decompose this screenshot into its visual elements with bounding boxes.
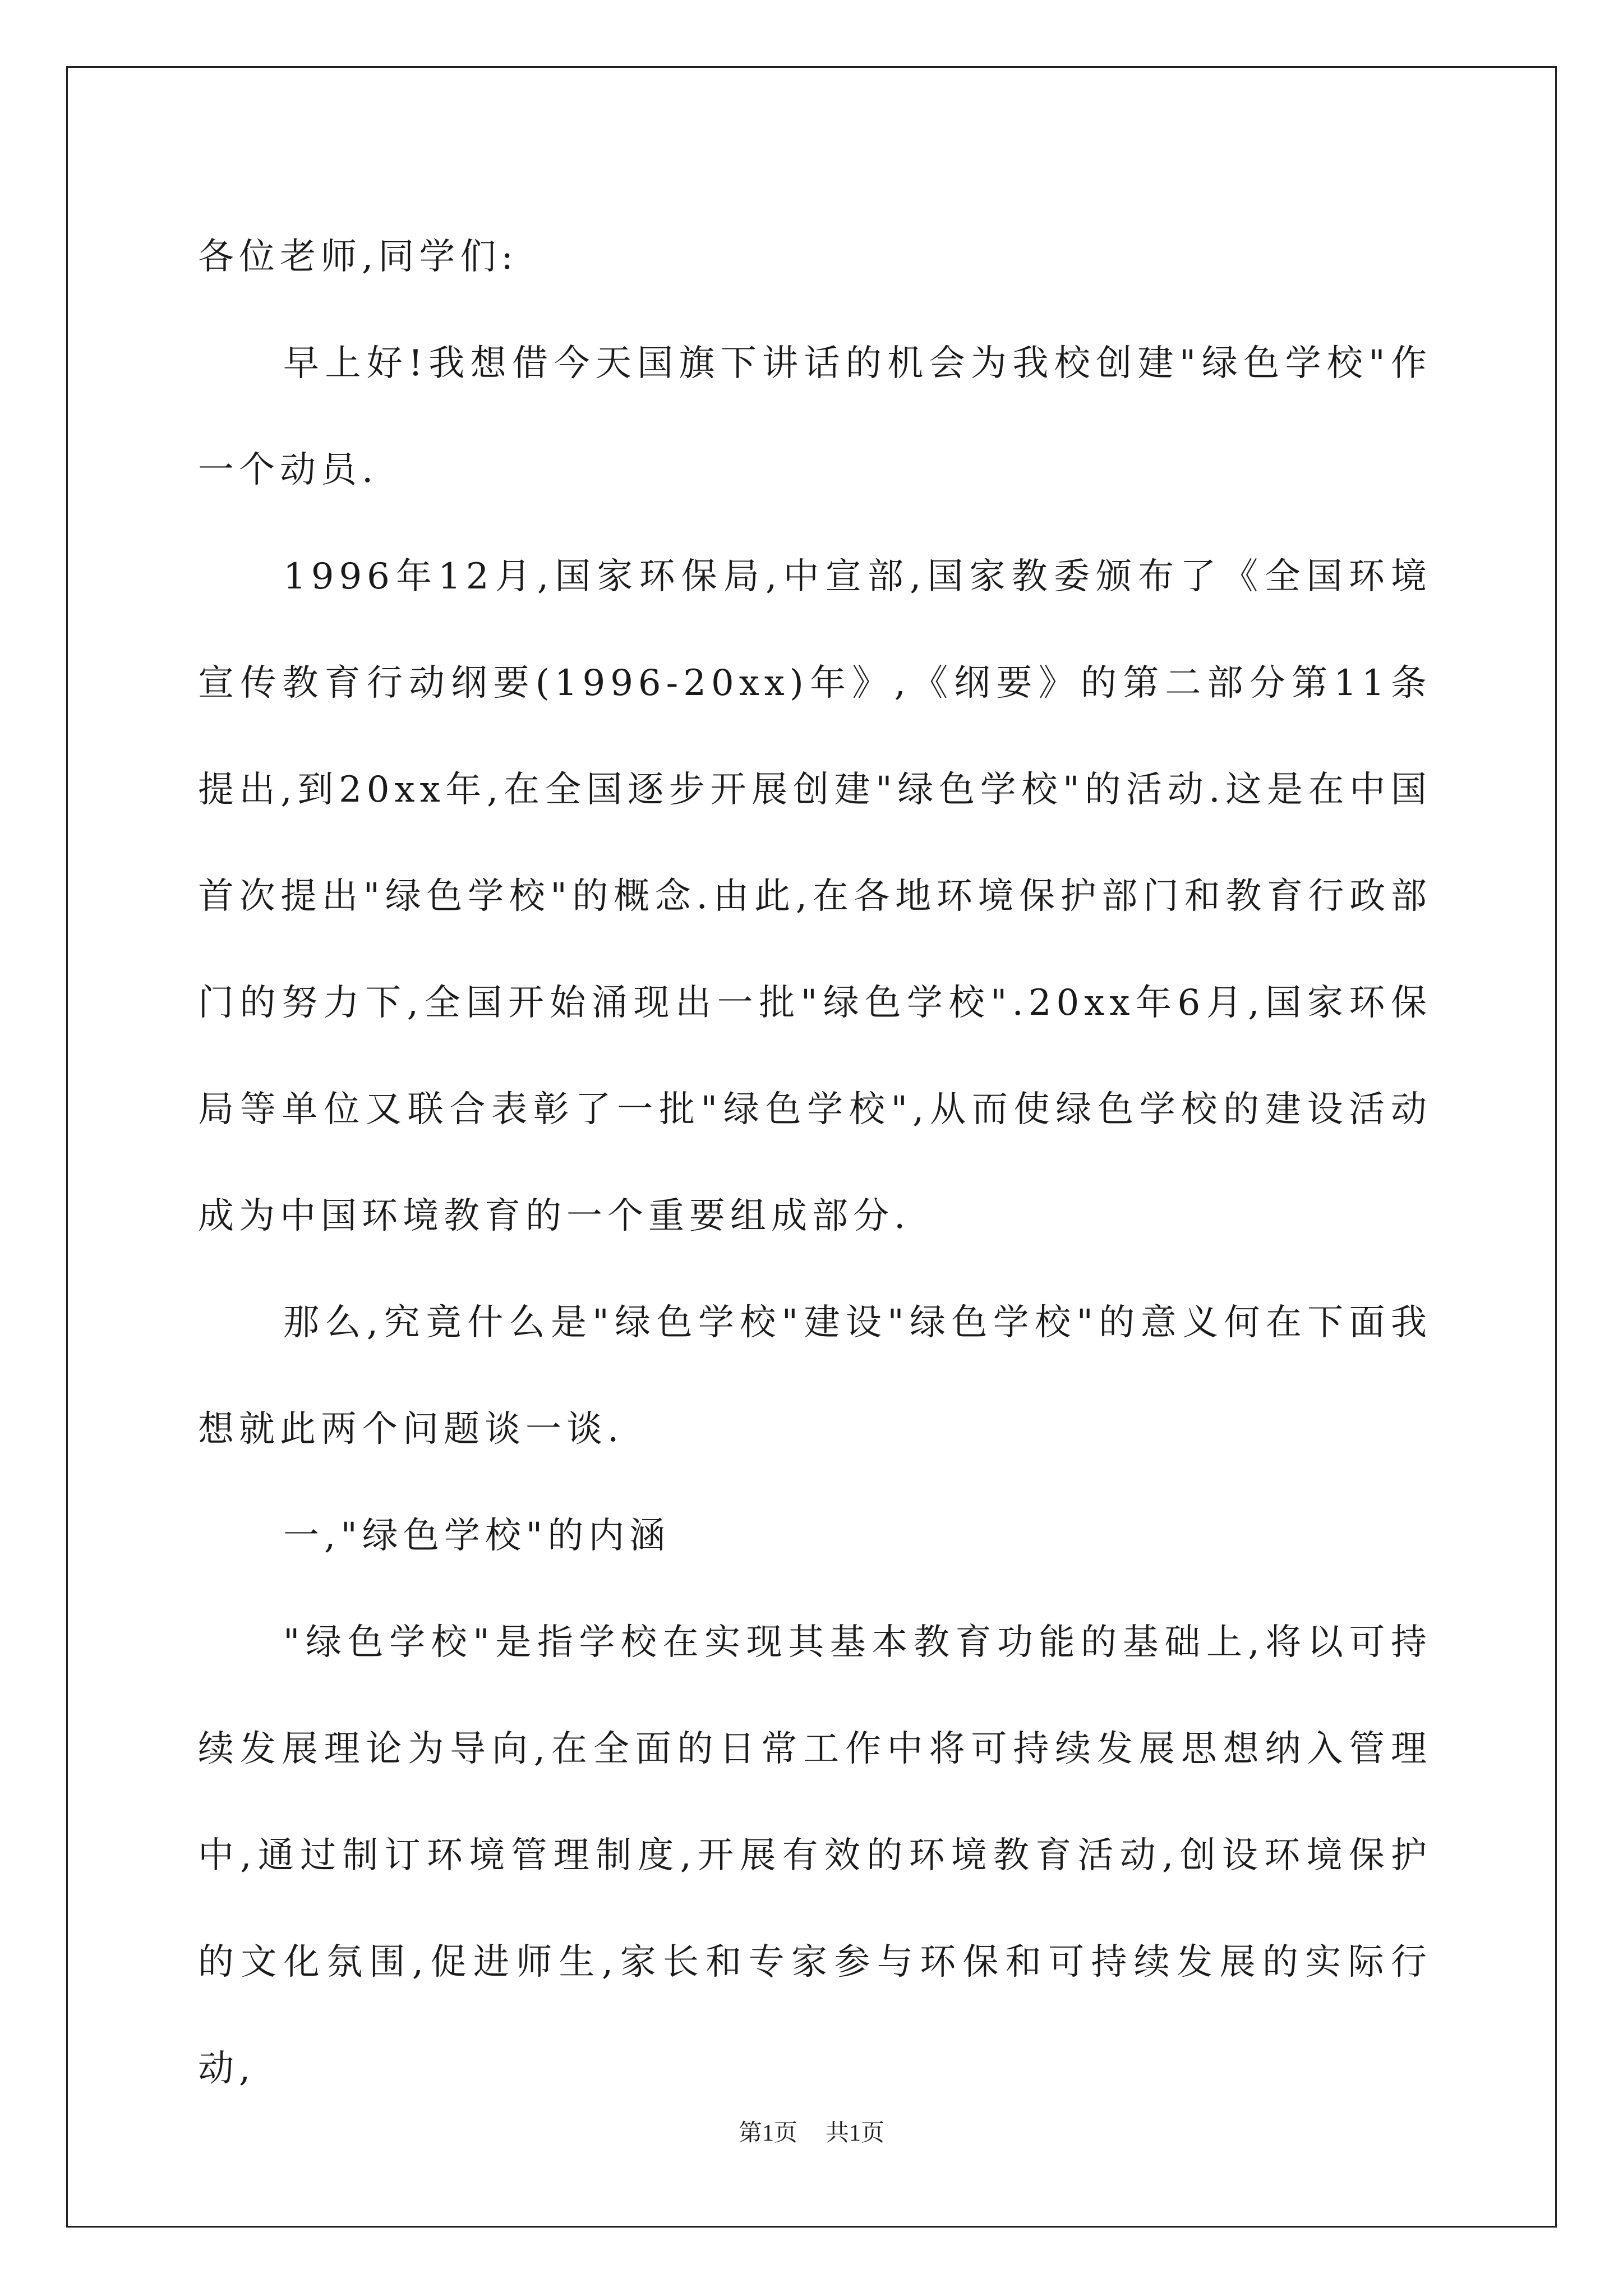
question-paragraph: 那么,究竟什么是"绿色学校"建设"绿色学校"的意义何在下面我想就此两个问题谈一谈. <box>198 1302 1432 1450</box>
history-paragraph: 1996年12月,国家环保局,中宣部,国家教委颁布了《全国环境宣传教育行动纲要(1996-20xx)年》,《纲要》的第二部分第11条提出,到20xx年,在全国逐步开展创建"绿色学校"的活动.这是在中国首次提出"绿色学校"的概念.由此,在各地环境保护部门和教育行政部门的努力下,全国开始涌现出一批"绿色学校".20xx年6月,国家环保局等单位又联合表彰了一批"绿色学校",从而使绿色学校的建设活动成为中国环境教育的一个重要组成部分. <box>198 556 1432 1237</box>
document-body <box>198 204 1432 2122</box>
opening-paragraph: 早上好!我想借今天国旗下讲话的机会为我校创建"绿色学校"作一个动员. <box>198 343 1432 491</box>
page-number: 第1页 <box>738 2120 797 2146</box>
page-footer <box>0 2119 1623 2147</box>
greeting-paragraph: 各位老师,同学们: <box>198 236 518 278</box>
definition-paragraph: "绿色学校"是指学校在实现其基本教育功能的基础上,将以可持续发展理论为导向,在全面的日常工作中将可持续发展思想纳入管理中,通过制订环境管理制度,开展有效的环境教育活动,创设环境保护的文化氛围,促进师生,家长和专家参与环保和可持续发展的实际行动, <box>198 1622 1432 2090</box>
page-total: 共1页 <box>826 2120 885 2146</box>
section-heading: 一,"绿色学校"的内涵 <box>283 1515 671 1557</box>
